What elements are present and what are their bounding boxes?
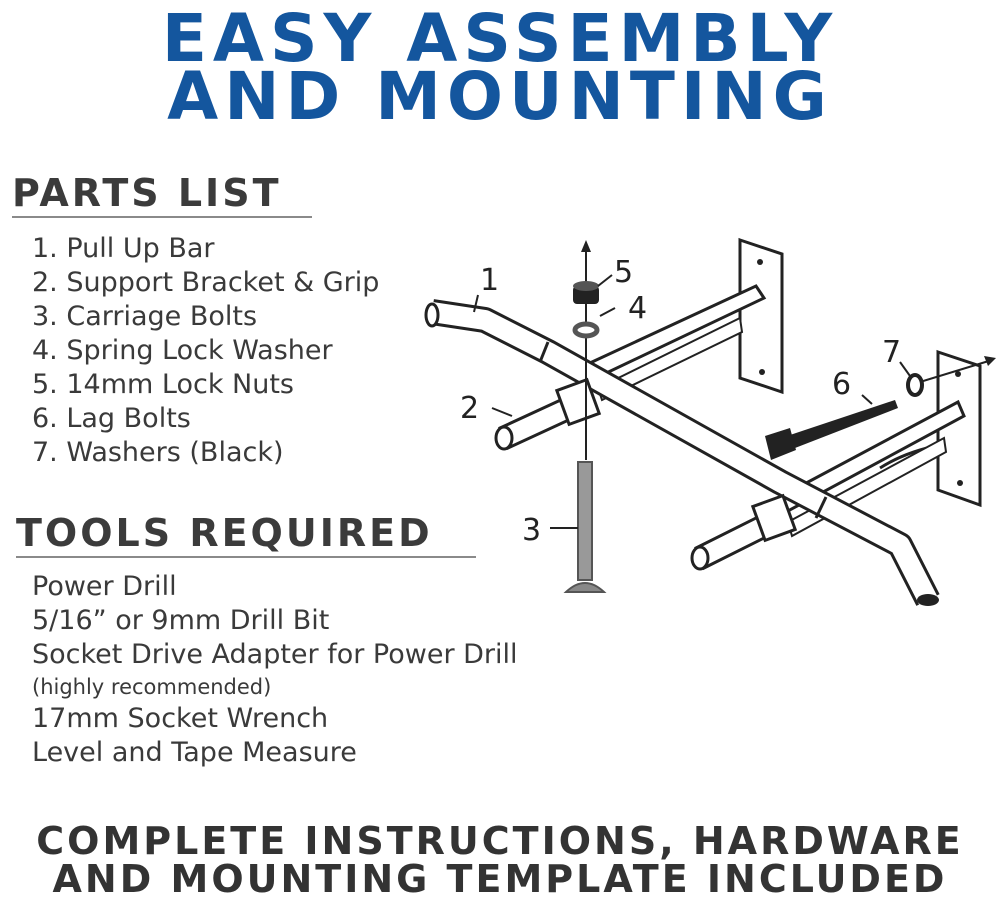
washer-icon: [908, 375, 922, 395]
callout-3: 3: [522, 513, 542, 548]
part-item-carriage-bolts: 3. Carriage Bolts: [32, 301, 258, 332]
callout-4: 4: [628, 291, 648, 326]
callout-5: 5: [614, 255, 634, 290]
main-title-line-2: AND MOUNTING: [167, 58, 833, 135]
part-item-lag-bolts: 6. Lag Bolts: [32, 403, 191, 434]
footer-line-1: COMPLETE INSTRUCTIONS, HARDWARE: [36, 819, 964, 863]
callout-1: 1: [480, 263, 500, 298]
tool-item-socket-wrench: 17mm Socket Wrench: [32, 703, 329, 734]
lock-nut-icon: [573, 281, 599, 304]
callout-6: 6: [832, 367, 852, 402]
part-item-washers: 7. Washers (Black): [32, 437, 284, 468]
part-item-support-bracket: 2. Support Bracket & Grip: [32, 267, 380, 298]
tool-item-note: (highly recommended): [32, 675, 272, 699]
tool-item-drill-bit: 5/16” or 9mm Drill Bit: [32, 605, 330, 636]
callout-7: 7: [882, 335, 902, 370]
lock-washer-icon: [575, 324, 597, 336]
callout-2: 2: [460, 391, 480, 426]
part-item-lock-nuts: 5. 14mm Lock Nuts: [32, 369, 294, 400]
parts-list: [32, 232, 379, 470]
footer-line-2: AND MOUNTING TEMPLATE INCLUDED: [52, 857, 948, 901]
part-item-spring-lock-washer: 4. Spring Lock Washer: [32, 335, 333, 366]
tool-item-level-tape: Level and Tape Measure: [32, 737, 357, 768]
main-title-line-1: EASY ASSEMBLY: [161, 0, 839, 77]
tool-item-power-drill: Power Drill: [32, 571, 177, 602]
arrow-up-icon: [581, 240, 591, 252]
tools-required-heading: TOOLS REQUIRED: [16, 514, 476, 558]
part-item-pull-up-bar: 1. Pull Up Bar: [32, 233, 215, 264]
tool-item-socket-adapter: Socket Drive Adapter for Power Drill: [32, 639, 518, 670]
parts-list-heading: PARTS LIST: [12, 174, 312, 218]
pull-up-bar-assembly-diagram: [420, 235, 1000, 625]
